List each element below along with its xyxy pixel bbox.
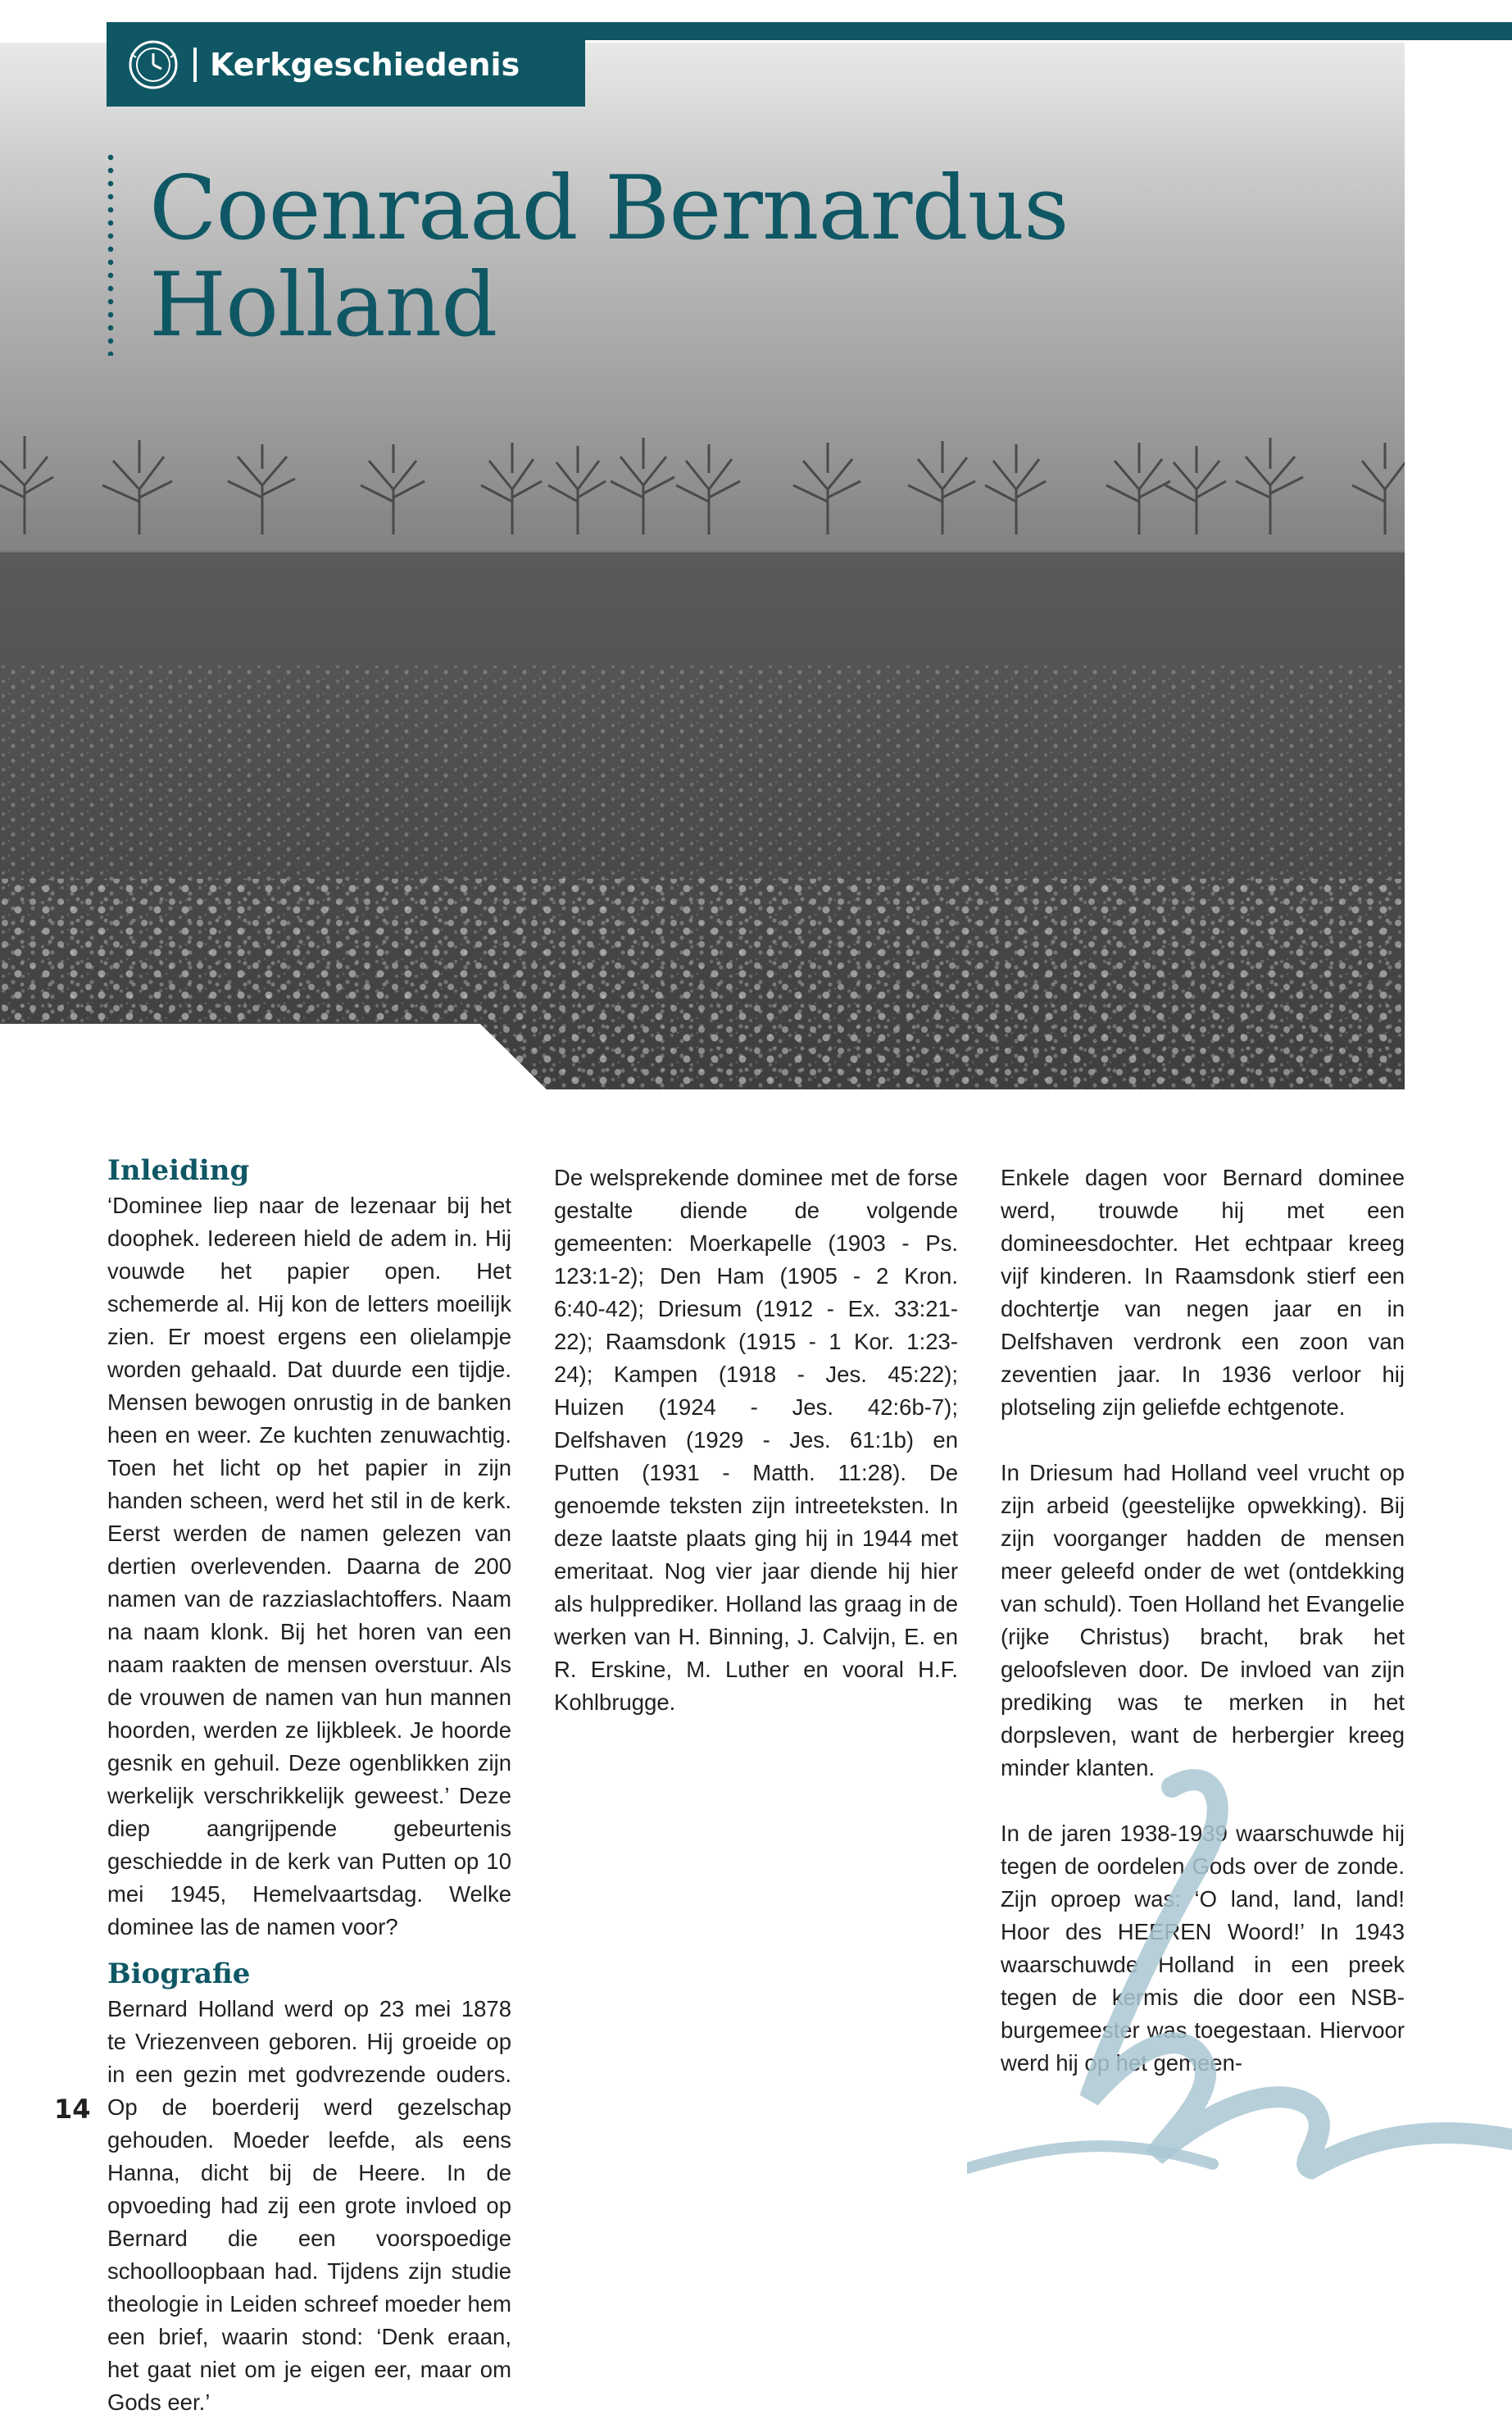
section-header	[107, 22, 585, 107]
decorative-swash	[967, 1754, 1512, 2180]
clock-icon	[128, 39, 179, 90]
dotted-rule	[107, 151, 114, 356]
paragraph-bio-5: In de jaren 1938-1939 waarschuwde hij tegen de oordelen Gods over de zonde. Zijn oproep was: ‘O land, land, land! Hoor des HEEREN Woord!’ In 1943 waarschuwde Holland in een preek tegen de kermis die door een NSB-burgemeester was toegestaan. Hiervoor werd hij op het gemeen-	[1001, 1821, 1405, 2076]
article-title	[149, 157, 1069, 357]
paragraph-bio-1: Bernard Holland werd op 23 mei 1878 te Vriezenveen geboren. Hij groeide op in een gezin met godvrezende ouders. Op de boerderij werd gezelschap gehouden. Moeder leefde, als eens Hanna, dicht bij de Heere. In de opvoeding had zij een grote invloed op Bernard die een voorspoedige schoolloopbaan had. Tijdens zijn studie theologie in Leiden schreef moeder hem een brief, waarin stond: ‘Denk eraan, het gaat niet om je eigen eer, maar om Gods eer.’	[107, 1996, 511, 2415]
heading-bio: Biografie	[107, 1957, 251, 1990]
title-line-1: Coenraad Bernardus	[149, 157, 1069, 260]
paragraph-intro: ‘Dominee liep naar de lezenaar bij het doophek. Iedereen hield de adem in. Hij vouwde het papier open. Het schemerde al. Hij kon de letters moeilijk zien. Er moest ergens een olielampje worden gehaald. Dat duurde een tijdje. Mensen bewogen onrustig in de banken heen en weer. Ze kuchten zenuwachtig. Toen het licht op het papier in zijn handen scheen, werd het stil in de kerk. Eerst werden de namen gelezen van dertien overlevenden. Daarna de 200 namen van de razziaslachtoffers. Naam na naam klonk. Bij het horen van een naam raakten de mensen overstuur. Als de vrouwen de namen van hun mannen hoorden, werden ze lijkbleek. Je hoorde gesnik en gehuil. Deze ogenblikken zijn werkelijk verschrikkelijk geweest.’ Deze diep aangrijpende gebeurtenis geschiedde in de kerk van Putten op 10 mei 1945, Hemelvaartsdag. Welke dominee las de namen voor?	[107, 1193, 511, 1939]
paragraph-bio-2: De welsprekende dominee met de forse gestalte diende de volgende gemeenten: Moerkapelle (1903 - Ps. 123:1-2); Den Ham (1905 - 2 Kron. 6:40-42); Driesum (1912 - Ex. 33:21-22); Raamsdonk (1915 - 1 Kor. 1:23-24); Kampen (1918 - Jes. 45:22); Huizen (1924 - Jes. 42:6b-7); Delfshaven (1929 - Jes. 61:1b) en Putten (1931 - Matth. 11:28). De genoemde teksten zijn intreeteksten. In deze laatste plaats ging hij in 1944 met emeritaat. Nog vier jaar diende hij hier als hulpprediker. Holland las graag in de werken van H. Binning, J. Calvijn, E. en R. Erskine, M. Luther en vooral H.F. Kohlbrugge.	[554, 1165, 958, 1715]
column-1	[107, 1152, 511, 2419]
paragraph-bio-4: In Driesum had Holland veel vrucht op zijn arbeid (geestelijke opwekking). Bij zijn voorganger hadden de mensen meer geleefd onder de wet (ontdekking van schuld). Toen Holland het Evangelie (rijke Christus) bracht, brak het geloofsleven door. De invloed van zijn prediking was te merken in het dorpsleven, want de herbergier kreeg minder klanten.	[1001, 1460, 1405, 1780]
column-2	[554, 1162, 958, 1719]
title-line-2: Holland	[149, 254, 497, 357]
section-title: Kerkgeschiedenis	[210, 46, 520, 83]
page-number: 14	[54, 2094, 91, 2125]
header-divider	[193, 48, 197, 82]
heading-intro: Inleiding	[107, 1154, 250, 1187]
paragraph-bio-3: Enkele dagen voor Bernard dominee werd, trouwde hij met een domineesdochter. Het echtpaar kreeg vijf kinderen. In Raamsdonk stierf een dochtertje van negen jaar en in Delfshaven verdronk een zoon van zeventien jaar. In 1936 verloor hij plotseling zijn geliefde echtgenote.	[1001, 1165, 1405, 1420]
